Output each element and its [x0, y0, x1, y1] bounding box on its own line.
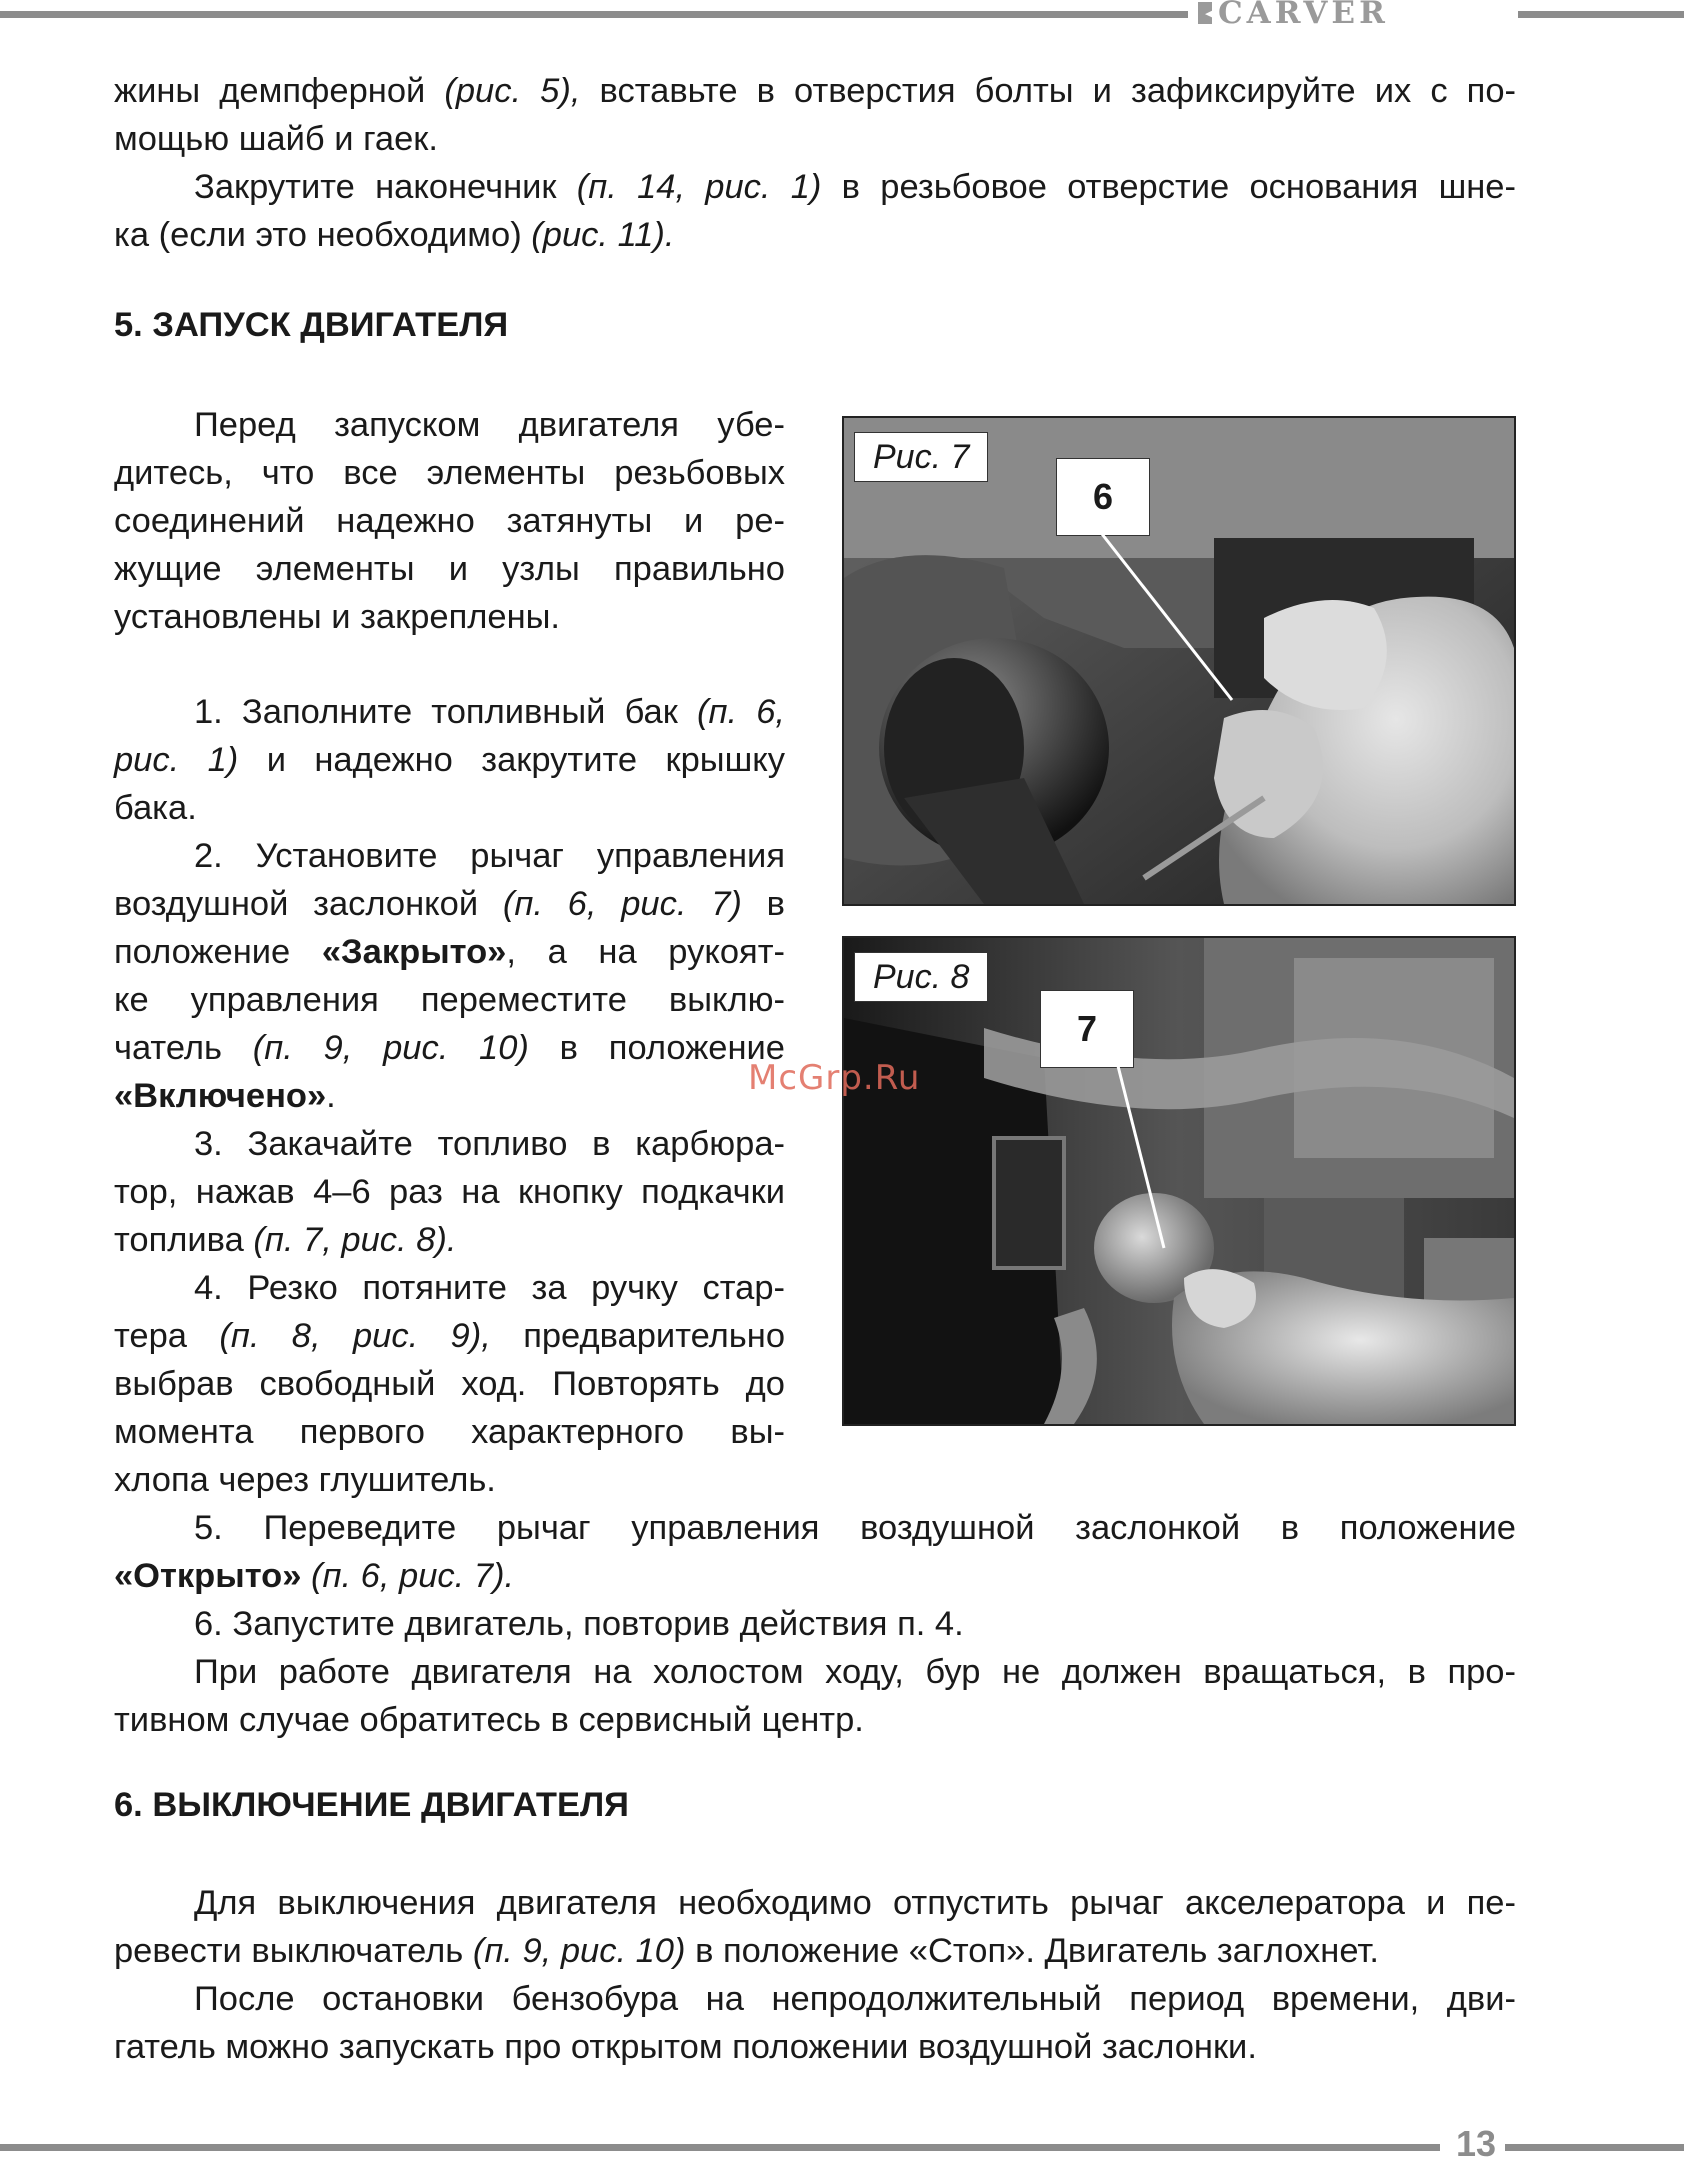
figure-8-label: Рис. 8 — [854, 952, 988, 1002]
sec6-line-3: После остановки бензобура на непродолжительный период времени, дви- — [194, 1980, 1516, 2018]
step2-line-3: положение «Закрыто», а на рукоят- — [114, 933, 785, 971]
step3-line-1: 3. Закачайте топливо в карбюра- — [194, 1125, 785, 1163]
step4-line-3: выбрав свободный ход. Повторять до — [114, 1365, 785, 1403]
carver-logo-mark-icon — [1198, 2, 1212, 24]
step1-line-2: рис. 1) и надежно закрутите крышку — [114, 741, 785, 779]
figure-7-callout: 6 — [1056, 458, 1150, 536]
figure-7 — [842, 416, 1516, 906]
step4-line-2: тера (п. 8, рис. 9), предварительно — [114, 1317, 786, 1355]
sec6-line-1: Для выключения двигателя необходимо отпустить рычаг акселератора и пе- — [194, 1884, 1516, 1922]
intro-line-4: ка (если это необходимо) (рис. 11). — [114, 216, 675, 254]
step2-line-4: ке управления переместите выклю- — [114, 981, 785, 1019]
watermark: McGrp.Ru — [748, 1058, 921, 1098]
header-rule-right — [1518, 11, 1684, 18]
footer-rule-right — [1505, 2144, 1684, 2151]
step2-line-2: воздушной заслонкой (п. 6, рис. 7) в — [114, 885, 785, 923]
carver-logo — [1198, 0, 1513, 31]
footer-rule-left — [0, 2144, 1440, 2151]
figure-8-leader-line — [844, 938, 1514, 1424]
section-5-heading: 5. ЗАПУСК ДВИГАТЕЛЯ — [114, 306, 509, 344]
pre-line-3: соединений надежно затянуты и ре- — [114, 502, 785, 540]
step4-line-1: 4. Резко потяните за ручку стар- — [194, 1269, 785, 1307]
figure-8-callout: 7 — [1040, 990, 1134, 1068]
pre-line-1: Перед запуском двигателя убе- — [194, 406, 785, 444]
note-line-1: При работе двигателя на холостом ходу, бур не должен вращаться, в про- — [194, 1653, 1516, 1691]
step1-line-3: бака. — [114, 789, 197, 827]
intro-line-1: жины демпферной (рис. 5), вставьте в отверстия болты и зафиксируйте их с по- — [114, 72, 1517, 110]
pre-line-4: жущие элементы и узлы правильно — [114, 550, 785, 588]
pre-line-5: установлены и закреплены. — [114, 598, 561, 636]
section-6-heading: 6. ВЫКЛЮЧЕНИЕ ДВИГАТЕЛЯ — [114, 1786, 629, 1824]
step2-line-6: «Включено». — [114, 1077, 336, 1115]
step6-line: 6. Запустите двигатель, повторив действия п. 4. — [194, 1605, 964, 1643]
intro-line-2: мощью шайб и гаек. — [114, 120, 438, 158]
step1-line-1: 1. Заполните топливный бак (п. 6, — [194, 693, 785, 731]
brand-name: CARVER — [1218, 0, 1389, 31]
step2-line-5: чатель (п. 9, рис. 10) в положение — [114, 1029, 785, 1067]
note-line-2: тивном случае обратитесь в сервисный центр. — [114, 1701, 864, 1739]
step4-line-4: момента первого характерного вы- — [114, 1413, 785, 1451]
step5-line-1: 5. Переведите рычаг управления воздушной заслонкой в положение — [194, 1509, 1516, 1547]
figure-7-label: Рис. 7 — [854, 432, 988, 482]
sec6-line-4: гатель можно запускать про открытом положении воздушной заслонки. — [114, 2028, 1257, 2066]
figure-8 — [842, 936, 1516, 1426]
page-number: 13 — [1456, 2123, 1497, 2164]
step4-line-5: хлопа через глушитель. — [114, 1461, 496, 1499]
pre-line-2: дитесь, что все элементы резьбовых — [114, 454, 785, 492]
step5-line-2: «Открыто» (п. 6, рис. 7). — [114, 1557, 515, 1595]
sec6-line-2: ревести выключатель (п. 9, рис. 10) в положение «Стоп». Двигатель заглохнет. — [114, 1932, 1379, 1970]
intro-line-3: Закрутите наконечник (п. 14, рис. 1) в резьбовое отверстие основания шне- — [194, 168, 1516, 206]
step2-line-1: 2. Установите рычаг управления — [194, 837, 785, 875]
step3-line-3: топлива (п. 7, рис. 8). — [114, 1221, 457, 1259]
step3-line-2: тор, нажав 4–6 раз на кнопку подкачки — [114, 1173, 785, 1211]
header-rule-left — [0, 11, 1188, 18]
figure-7-leader-line — [844, 418, 1514, 904]
